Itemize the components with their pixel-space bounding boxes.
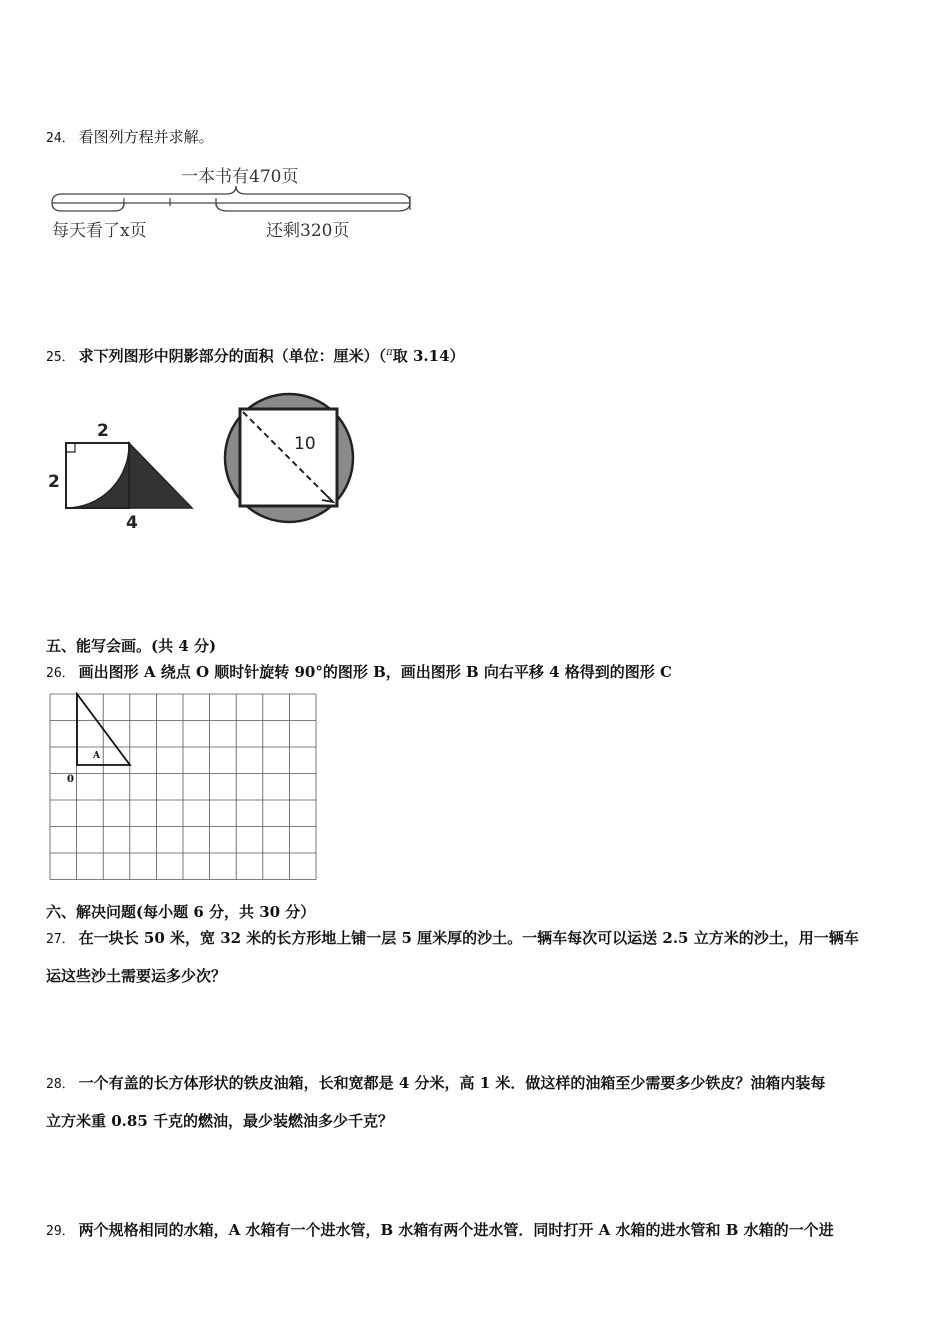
remaining-brace <box>216 203 410 211</box>
question-25 <box>46 343 465 368</box>
question-27-line-2: 运这些沙土需要运多少次？ <box>46 967 227 985</box>
pi-symbol: π <box>386 347 393 358</box>
remaining-pages-label: 还剩320页 <box>266 221 350 241</box>
question-24 <box>46 127 214 149</box>
question-28-line-2: 立方米重 0.85 千克的燃油，最少装燃油多少千克？ <box>46 1112 393 1130</box>
question-text-line-1: 在一块长 50 米，宽 32 米的长方形地上铺一层 5 厘米厚的沙土。一辆车每次可以运送 2.5 立方米的沙土，用一辆车 <box>78 929 859 947</box>
book-pages-diagram <box>46 158 426 248</box>
grid-figure <box>48 692 323 887</box>
question-number: 25． <box>46 350 75 365</box>
section-6-heading: 六、解决问题(每小题 6 分，共 30 分） <box>46 903 316 921</box>
question-text-line-1: 一个有盖的长方体形状的铁皮油箱，长和宽都是 4 分米，高 1 米．做这样的油箱至少需要多少铁皮？油箱内装每 <box>78 1074 826 1092</box>
grid-lines <box>50 694 316 880</box>
question-number: 27． <box>46 932 75 947</box>
question-number: 26． <box>46 666 75 681</box>
question-text: 看图列方程并求解。 <box>78 128 214 146</box>
right-angle-mark <box>66 443 75 452</box>
top-length-label: 2 <box>97 421 109 441</box>
question-text: 求下列图形中阴影部分的面积（单位：厘米）（ <box>78 347 387 365</box>
bottom-length-label: 4 <box>126 513 138 533</box>
question-text: 画出图形 A 绕点 O 顺时针旋转 90°的图形 B，画出图形 B 向右平移 4 格得到的图形 C <box>78 663 672 681</box>
question-27 <box>46 928 859 950</box>
question-text-line-1: 两个规格相同的水箱，A 水箱有一个进水管，B 水箱有两个进水管．同时打开 A 水箱的进水管和 B 水箱的一个进 <box>78 1221 834 1239</box>
question-29 <box>46 1220 834 1242</box>
question-26 <box>46 662 672 684</box>
question-number: 28． <box>46 1077 75 1092</box>
pi-value-text: 取 3.14） <box>392 347 465 365</box>
diagonal-label: 10 <box>294 434 316 454</box>
total-pages-label: 一本书有470页 <box>181 167 299 187</box>
point-o-label: 0 <box>67 774 74 785</box>
shape-a-label: A <box>93 751 100 761</box>
top-brace <box>52 186 410 203</box>
daily-brace <box>52 203 124 211</box>
section-5-heading: 五、能写会画。(共 4 分) <box>46 637 217 655</box>
question-number: 24． <box>46 131 75 146</box>
left-length-label: 2 <box>48 472 60 492</box>
question-number: 29． <box>46 1224 75 1239</box>
daily-pages-label: 每天看了x页 <box>52 221 147 241</box>
shaded-area-figure-1 <box>40 410 210 535</box>
question-28 <box>46 1073 825 1095</box>
shaded-area-figure-2 <box>218 390 363 525</box>
